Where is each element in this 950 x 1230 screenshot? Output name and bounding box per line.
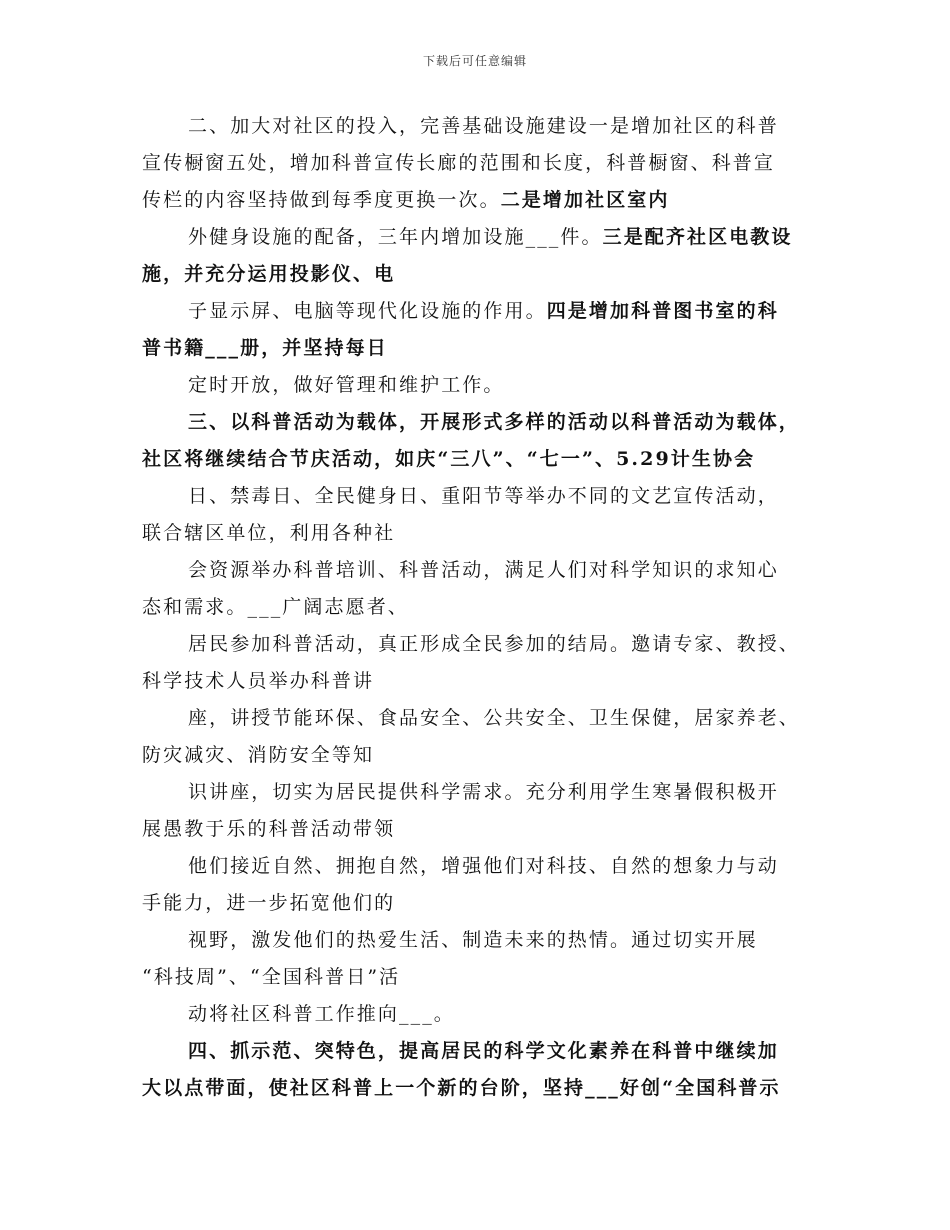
text-segment: 二、加大对社区的投入，完善基础设施建设一是增加社区的科普: [188, 115, 779, 137]
text-segment: 动将社区科普工作推向___。: [188, 1003, 455, 1025]
bold-text-segment: 施，并充分运用投影仪、电: [142, 263, 396, 285]
text-segment: 日、禁毒日、全民健身日、重阳节等举办不同的文艺宣传活动，: [188, 485, 779, 507]
text-line: [142, 108, 822, 145]
text-segment: 定时开放，做好管理和维护工作。: [188, 374, 505, 396]
text-line: [142, 441, 822, 478]
bold-text-segment: 四是增加科普图书室的科: [546, 300, 779, 322]
bold-text-segment: 二是增加社区室内: [500, 189, 670, 211]
text-line: [142, 478, 822, 515]
text-line: [142, 404, 822, 441]
text-line: [142, 182, 822, 219]
text-segment: 联合辖区单位，利用各种社: [142, 522, 396, 544]
text-segment: 居民参加科普活动，真正形成全民参加的结局。邀请专家、教授、: [188, 633, 800, 655]
text-segment: 科学技术人员举办科普讲: [142, 670, 375, 692]
bold-text-segment: 普书籍___册，并坚持每日: [142, 337, 388, 359]
text-segment: 子显示屏、电脑等现代化设施的作用。: [188, 300, 547, 322]
text-line: [142, 663, 822, 700]
text-line: [142, 1033, 822, 1070]
bold-text-segment: 三、以科普活动为载体，开展形式多样的活动以科普活动为载体，: [188, 411, 800, 433]
text-segment: 视野，激发他们的热爱生活、制造未来的热情。通过切实开展: [188, 929, 758, 951]
text-line: [142, 589, 822, 626]
text-line: [142, 330, 822, 367]
text-segment: 传栏的内容坚持做到每季度更换一次。: [142, 189, 501, 211]
text-line: [142, 996, 822, 1033]
text-line: [142, 1070, 822, 1107]
document-body: [142, 108, 822, 1107]
bold-text-segment: 社区将继续结合节庆活动，如庆“三八”、“七一”、5.29计生协会: [142, 448, 756, 470]
text-line: [142, 737, 822, 774]
text-segment: 外健身设施的配备，三年内增加设施___件。: [188, 226, 603, 248]
text-line: [142, 626, 822, 663]
text-segment: “科技周”、“全国科普日”活: [142, 966, 401, 988]
text-line: [142, 256, 822, 293]
text-segment: 防灾减灾、消防安全等知: [142, 744, 375, 766]
text-line: [142, 811, 822, 848]
text-segment: 手能力，进一步拓宽他们的: [142, 892, 396, 914]
text-line: [142, 774, 822, 811]
text-segment: 态和需求。___广阔志愿者、: [142, 596, 409, 618]
text-line: [142, 515, 822, 552]
text-line: [142, 293, 822, 330]
text-line: [142, 552, 822, 589]
text-line: [142, 219, 822, 256]
bold-text-segment: 大以点带面，使社区科普上一个新的台阶，坚持___好创“全国科普示: [142, 1077, 781, 1099]
text-line: [142, 922, 822, 959]
text-line: [142, 959, 822, 996]
bold-text-segment: 三是配齐社区电教设: [602, 226, 793, 248]
text-line: [142, 885, 822, 922]
text-line: [142, 367, 822, 404]
text-segment: 座，讲授节能环保、食品安全、公共安全、卫生保健，居家养老、: [188, 707, 800, 729]
bold-text-segment: 四、抓示范、突特色，提高居民的科学文化素养在科普中继续加: [188, 1040, 779, 1062]
text-segment: 会资源举办科普培训、科普活动，满足人们对科学知识的求知心: [188, 559, 779, 581]
text-line: [142, 700, 822, 737]
page-header-note: 下载后可任意编辑: [422, 54, 527, 68]
text-segment: 展愚教于乐的科普活动带领: [142, 818, 396, 840]
text-line: [142, 848, 822, 885]
text-segment: 他们接近自然、拥抱自然，增强他们对科技、自然的想象力与动: [188, 855, 779, 877]
text-segment: 识讲座，切实为居民提供科学需求。充分利用学生寒暑假积极开: [188, 781, 779, 803]
text-segment: 宣传橱窗五处，增加科普宣传长廊的范围和长度，科普橱窗、科普宣: [142, 152, 776, 174]
text-line: [142, 145, 822, 182]
